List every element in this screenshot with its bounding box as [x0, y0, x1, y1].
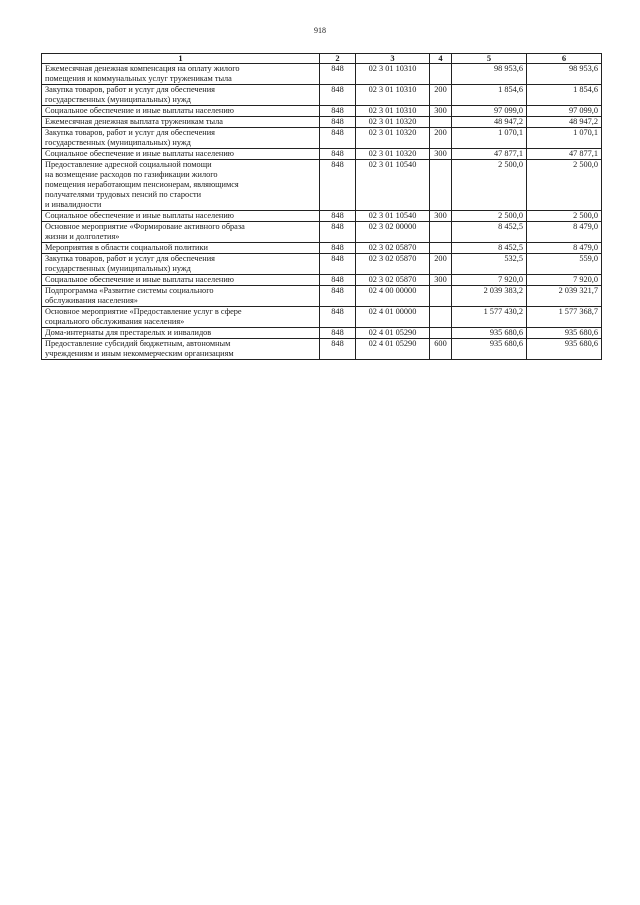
cell-ved-code: 848: [320, 328, 356, 339]
cell-vr-code: 300: [430, 275, 452, 286]
table-row: [42, 286, 602, 307]
cell-ved-code: 848: [320, 117, 356, 128]
table-row: [42, 307, 602, 328]
cell-name: Дома-интернаты для престарелых и инвалидов: [42, 328, 320, 339]
cell-ved-code: 848: [320, 211, 356, 222]
cell-csr-code: 02 3 01 10310: [356, 106, 430, 117]
table-row: [42, 128, 602, 149]
cell-name: Закупка товаров, работ и услуг для обеспечения государственных (муниципальных) нужд: [42, 85, 320, 106]
cell-amount-6: 1 070,1: [527, 128, 602, 149]
cell-ved-code: 848: [320, 128, 356, 149]
cell-amount-5: 1 854,6: [452, 85, 527, 106]
cell-amount-5: 48 947,2: [452, 117, 527, 128]
cell-csr-code: 02 3 01 10320: [356, 149, 430, 160]
cell-amount-5: 47 877,1: [452, 149, 527, 160]
cell-vr-code: [430, 243, 452, 254]
cell-name: Закупка товаров, работ и услуг для обеспечения государственных (муниципальных) нужд: [42, 254, 320, 275]
cell-name: Мероприятия в области социальной политики: [42, 243, 320, 254]
cell-amount-6: 98 953,6: [527, 64, 602, 85]
cell-ved-code: 848: [320, 243, 356, 254]
cell-ved-code: 848: [320, 85, 356, 106]
column-header-4: 4: [430, 54, 452, 64]
cell-ved-code: 848: [320, 286, 356, 307]
cell-name: Ежемесячная денежная компенсация на оплату жилого помещения и коммунальных услуг труженикам тыла: [42, 64, 320, 85]
cell-amount-5: 935 680,6: [452, 339, 527, 360]
cell-amount-6: 559,0: [527, 254, 602, 275]
cell-ved-code: 848: [320, 254, 356, 275]
cell-amount-5: 2 500,0: [452, 211, 527, 222]
cell-csr-code: 02 4 01 05290: [356, 339, 430, 360]
cell-name: Основное мероприятие «Предоставление услуг в сфере социального обслуживания населения»: [42, 307, 320, 328]
cell-csr-code: 02 3 01 10540: [356, 160, 430, 211]
cell-ved-code: 848: [320, 339, 356, 360]
cell-vr-code: 300: [430, 211, 452, 222]
column-header-5: 5: [452, 54, 527, 64]
column-header-2: 2: [320, 54, 356, 64]
cell-amount-6: 935 680,6: [527, 328, 602, 339]
cell-csr-code: 02 4 01 05290: [356, 328, 430, 339]
cell-csr-code: 02 3 02 05870: [356, 243, 430, 254]
cell-name: Подпрограмма «Развитие системы социального обслуживания населения»: [42, 286, 320, 307]
cell-vr-code: [430, 286, 452, 307]
table-row: [42, 211, 602, 222]
table-row: [42, 160, 602, 211]
cell-name: Социальное обеспечение и иные выплаты населению: [42, 149, 320, 160]
budget-table: [41, 53, 602, 360]
cell-amount-6: 2 039 321,7: [527, 286, 602, 307]
cell-ved-code: 848: [320, 106, 356, 117]
cell-vr-code: 200: [430, 128, 452, 149]
cell-amount-6: 1 577 368,7: [527, 307, 602, 328]
cell-ved-code: 848: [320, 64, 356, 85]
cell-amount-5: 935 680,6: [452, 328, 527, 339]
cell-ved-code: 848: [320, 222, 356, 243]
cell-amount-5: 532,5: [452, 254, 527, 275]
cell-csr-code: 02 3 01 10320: [356, 117, 430, 128]
cell-amount-5: 1 577 430,2: [452, 307, 527, 328]
cell-ved-code: 848: [320, 307, 356, 328]
table-row: [42, 106, 602, 117]
cell-amount-5: 8 452,5: [452, 222, 527, 243]
cell-vr-code: [430, 222, 452, 243]
cell-vr-code: [430, 328, 452, 339]
cell-vr-code: 600: [430, 339, 452, 360]
table-row: [42, 222, 602, 243]
cell-vr-code: 200: [430, 254, 452, 275]
cell-csr-code: 02 4 01 00000: [356, 307, 430, 328]
table-row: [42, 275, 602, 286]
cell-amount-6: 1 854,6: [527, 85, 602, 106]
table-row: [42, 64, 602, 85]
cell-amount-6: 8 479,0: [527, 243, 602, 254]
cell-csr-code: 02 3 01 10320: [356, 128, 430, 149]
cell-amount-6: 2 500,0: [527, 160, 602, 211]
page-number: 918: [314, 26, 326, 35]
cell-csr-code: 02 3 01 10310: [356, 64, 430, 85]
cell-amount-5: 1 070,1: [452, 128, 527, 149]
cell-csr-code: 02 3 02 05870: [356, 275, 430, 286]
table-row: [42, 254, 602, 275]
cell-amount-5: 2 039 383,2: [452, 286, 527, 307]
cell-ved-code: 848: [320, 160, 356, 211]
cell-amount-6: 97 099,0: [527, 106, 602, 117]
cell-name: Социальное обеспечение и иные выплаты населению: [42, 275, 320, 286]
cell-amount-5: 98 953,6: [452, 64, 527, 85]
cell-amount-6: 48 947,2: [527, 117, 602, 128]
table-row: [42, 85, 602, 106]
cell-vr-code: 300: [430, 106, 452, 117]
cell-csr-code: 02 3 01 10310: [356, 85, 430, 106]
cell-ved-code: 848: [320, 149, 356, 160]
cell-amount-5: 2 500,0: [452, 160, 527, 211]
table-row: [42, 149, 602, 160]
cell-amount-6: 7 920,0: [527, 275, 602, 286]
cell-name: Предоставление адресной социальной помощи на возмещение расходов по газификации жилого помещения неработающим пенсионерам, являющимся получателями трудовых пенсий по старости и инвалидности: [42, 160, 320, 211]
cell-name: Предоставление субсидий бюджетным, автономным учреждениям и иным некоммерческим организациям: [42, 339, 320, 360]
cell-csr-code: 02 3 02 00000: [356, 222, 430, 243]
table-row: [42, 243, 602, 254]
cell-vr-code: 200: [430, 85, 452, 106]
cell-amount-5: 7 920,0: [452, 275, 527, 286]
cell-vr-code: [430, 307, 452, 328]
cell-name: Закупка товаров, работ и услуг для обеспечения государственных (муниципальных) нужд: [42, 128, 320, 149]
column-header-6: 6: [527, 54, 602, 64]
cell-name: Ежемесячная денежная выплата труженикам тыла: [42, 117, 320, 128]
cell-amount-6: 2 500,0: [527, 211, 602, 222]
cell-vr-code: 300: [430, 149, 452, 160]
cell-name: Социальное обеспечение и иные выплаты населению: [42, 106, 320, 117]
cell-amount-6: 47 877,1: [527, 149, 602, 160]
cell-csr-code: 02 4 00 00000: [356, 286, 430, 307]
cell-amount-5: 97 099,0: [452, 106, 527, 117]
cell-vr-code: [430, 64, 452, 85]
cell-name: Социальное обеспечение и иные выплаты населению: [42, 211, 320, 222]
column-header-3: 3: [356, 54, 430, 64]
cell-csr-code: 02 3 02 05870: [356, 254, 430, 275]
table-header-row: [42, 54, 602, 64]
cell-name: Основное мероприятие «Формироваие активного образа жизни и долголетия»: [42, 222, 320, 243]
table-row: [42, 328, 602, 339]
cell-ved-code: 848: [320, 275, 356, 286]
cell-amount-6: 8 479,0: [527, 222, 602, 243]
cell-vr-code: [430, 160, 452, 211]
table-row: [42, 117, 602, 128]
cell-amount-5: 8 452,5: [452, 243, 527, 254]
table-body: [42, 64, 602, 360]
table-row: [42, 339, 602, 360]
cell-vr-code: [430, 117, 452, 128]
cell-csr-code: 02 3 01 10540: [356, 211, 430, 222]
cell-amount-6: 935 680,6: [527, 339, 602, 360]
column-header-1: 1: [42, 54, 320, 64]
